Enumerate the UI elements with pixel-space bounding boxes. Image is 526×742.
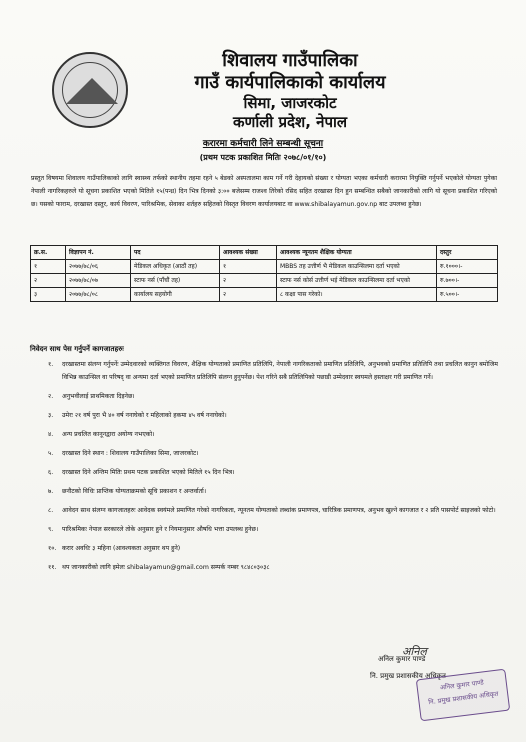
col-ad-number: विज्ञापन नं. — [66, 246, 131, 260]
item-number: ६. — [48, 469, 54, 476]
list-item — [48, 523, 498, 536]
cell-sn: १ — [31, 260, 66, 274]
item-text: अन्य प्रचलित कानूनद्वारा अयोग्य नभएको। — [62, 431, 155, 438]
office-name: गाउँ कार्यपालिकाको कार्यालय — [194, 72, 386, 93]
cell-sn: २ — [31, 274, 66, 288]
cell-count: २ — [220, 274, 277, 288]
cell-count: २ — [220, 288, 277, 302]
list-item — [48, 504, 498, 517]
table-header-row — [31, 246, 498, 260]
item-number: १०. — [48, 545, 57, 552]
item-text: थप जानकारीको लागि इमेलः shibalayamun@gmail.com सम्पर्क नम्बर ९८४८०३०३८ — [62, 564, 270, 571]
notice-title: करारमा कर्मचारी लिने सम्बन्धी सूचना — [202, 139, 324, 149]
signer-title: नि. प्रमुख प्रशासकीय अधिकृत — [370, 672, 446, 680]
cell-ad-number: २०७७/७८/०६ — [66, 260, 131, 274]
table-row — [31, 274, 498, 288]
list-item — [48, 485, 498, 498]
item-number: २. — [48, 393, 54, 400]
col-qualification: आवश्यक न्यूनतम शैक्षिक योग्यता — [277, 246, 437, 260]
list-item — [48, 466, 498, 479]
stamp-line: अनिल कुमार पाण्डे — [439, 678, 485, 692]
cell-qualification: ८ कक्षा पास गरेको। — [277, 288, 437, 302]
cell-fee: रु.१०००।- — [437, 260, 498, 274]
item-text: दरखास्त दिने अन्तिम मितिः प्रथम पटक प्रकाशित भएको मितिले १५ दिन भित्र। — [62, 469, 235, 476]
cell-ad-number: २०७७/७८/०७ — [66, 274, 131, 288]
cell-qualification: स्टाफ नर्स कोर्स उत्तीर्ण भई मेडिकल काउन्सिलमा दर्ता भएको — [277, 274, 437, 288]
publication-date: (प्रथम पटक प्रकाशित मितिः २०७८/०१/१०) — [199, 153, 327, 162]
cell-sn: ३ — [31, 288, 66, 302]
list-item — [48, 447, 498, 460]
item-text: दरखास्तमा संलग्न गर्नुपर्नेः उम्मेदवारको व्यक्तिगत विवरण, शैक्षिक योग्यताको प्रमाणित प्रतिलिपि, नेपाली नागरिकताको प्रमाणित प्रतिलिपि, अनुभवको प्रमाणित प्रतिलिपि तथा प्रचलित कानुन बमोजिम विभिन्न काउन्सिल वा परिषद् वा अन्यमा दर्ता भएको प्रमाणित प्रतिलिपि संलग्न हुनुपर्नेछ। पेश गरिने सबै प्रतिलिपिको पछाडी उम्मेदवार स्वयमले हस्ताक्षर गरी प्रमाणित गर्ने। — [62, 361, 498, 381]
col-post: पद — [131, 246, 220, 260]
item-number: ९. — [48, 526, 54, 533]
cell-post: स्टाफ नर्स (पाँचौं तह) — [131, 274, 220, 288]
item-number: ४. — [48, 431, 54, 438]
province-name: कर्णाली प्रदेश, नेपाल — [232, 113, 348, 131]
cell-post: कार्यालय सहयोगी — [131, 288, 220, 302]
item-number: ५. — [48, 450, 54, 457]
col-sn: क्र.स. — [31, 246, 66, 260]
vacancy-table — [30, 245, 498, 302]
office-address: सिमा, जाजरकोट — [243, 94, 337, 112]
item-number: ३. — [48, 412, 54, 419]
requirements-list — [48, 358, 498, 580]
notice-body: प्रस्तुत विषयमा शिवालय गाउँपालिकाको लागि स्वास्थ्य तर्फको स्थानीय तहमा रहने ५ बेडको अस्पतालमा काम गर्ने गरी देहायको संख्या र योग्यता भएका कर्मचारी करारमा नियुक्ति गर्नुपर्ने भएकोले योग्यता पुगेका नेपाली नागरिकहरुले यो सूचना प्रकाशित भएको मितिले १५(पन्ध्र) दिन भित्र दिनको ३:०० बजेसम्म राजश्व तिरेको रसिद सहित दरखास्त दिन हुन सम्बन्धित सबैको जानकारीको लागि यो सूचना प्रकाशित गरिएको छ। यसको फाराम, दरखास्त दस्तुर, कार्य विवरण, पारिश्रमिक, सेवाका शर्तहरु सहितको विस्तृत विवरण कार्यालयबाट वा www.shibalayamun.gov.np बाट उपलब्ध हुनेछ। — [31, 175, 497, 208]
item-text: आवेदन साथ संलग्न कागजातहरुः आवेदक स्वयंमले प्रमाणित गरेको नागरिकता, न्यूनतम योग्यताको लब्धांक प्रमाणपत्र, चारित्रिक प्रमाणपत्र, अनुभव खुल्ने कागजात र २ प्रति पासपोर्ट साइजको फोटो। — [62, 507, 496, 514]
item-number: ७. — [48, 488, 54, 495]
item-number: ८. — [48, 507, 54, 514]
list-item — [48, 428, 498, 441]
handwritten-signature: अनिल — [402, 645, 427, 658]
cell-fee: रु.५००।- — [437, 288, 498, 302]
table-row — [31, 260, 498, 274]
col-count: आवश्यक संख्या — [220, 246, 277, 260]
cell-fee: रु.७००।- — [437, 274, 498, 288]
cell-post: मेडिकल अधिकृत (आठौं तह) — [131, 260, 220, 274]
emblem-mountain — [66, 78, 118, 104]
col-fee: दस्तुर — [437, 246, 498, 260]
documents-section-title: निवेदन साथ पेस गर्नुपर्ने कागजातहरुः — [30, 345, 124, 353]
item-number: १. — [48, 361, 54, 368]
item-text: करार अवधिः ३ महिना (आवश्यकता अनुसार थप हुने) — [62, 545, 181, 552]
table-row — [31, 288, 498, 302]
item-number: ११. — [48, 564, 57, 571]
list-item — [48, 358, 498, 384]
list-item — [48, 561, 498, 574]
cell-qualification: MBBS तह उत्तीर्ण भै मेडिकल काउन्सिलमा दर्ता भएको — [277, 260, 437, 274]
cell-count: १ — [220, 260, 277, 274]
list-item — [48, 409, 498, 422]
item-text: दरखास्त दिने स्थान : शिवालय गाउँपालिका सिमा, जाजरकोट। — [62, 450, 199, 457]
list-item — [48, 390, 498, 403]
item-text: अनुभवीलाई प्राथमिकता दिइनेछ। — [62, 393, 135, 400]
signer-name: अनिल कुमार पाण्डे — [378, 655, 426, 663]
item-text: पारिश्रमिकः नेपाल सरकारले तोके अनुसार हुने र नियमानुसार औषधि भत्ता उपलब्ध हुनेछ। — [62, 526, 259, 533]
item-text: उमेरः २१ वर्ष पुरा भै ४० वर्ष ननाघेको र महिलाको हकमा ४५ वर्ष ननाघेको। — [62, 412, 227, 419]
nepal-emblem-icon — [52, 52, 128, 128]
stamp-line: नि. प्रमुख प्रशासकीय अधिकृत — [427, 689, 499, 707]
cell-ad-number: २०७७/७८/०८ — [66, 288, 131, 302]
list-item — [48, 542, 498, 555]
municipality-name: शिवालय गाउँपालिका — [222, 50, 358, 71]
item-text: छनौटको विधिः प्राप्तिक योग्यताक्रमको सूचि प्रकाशन र अन्तर्वार्ता। — [62, 488, 207, 495]
